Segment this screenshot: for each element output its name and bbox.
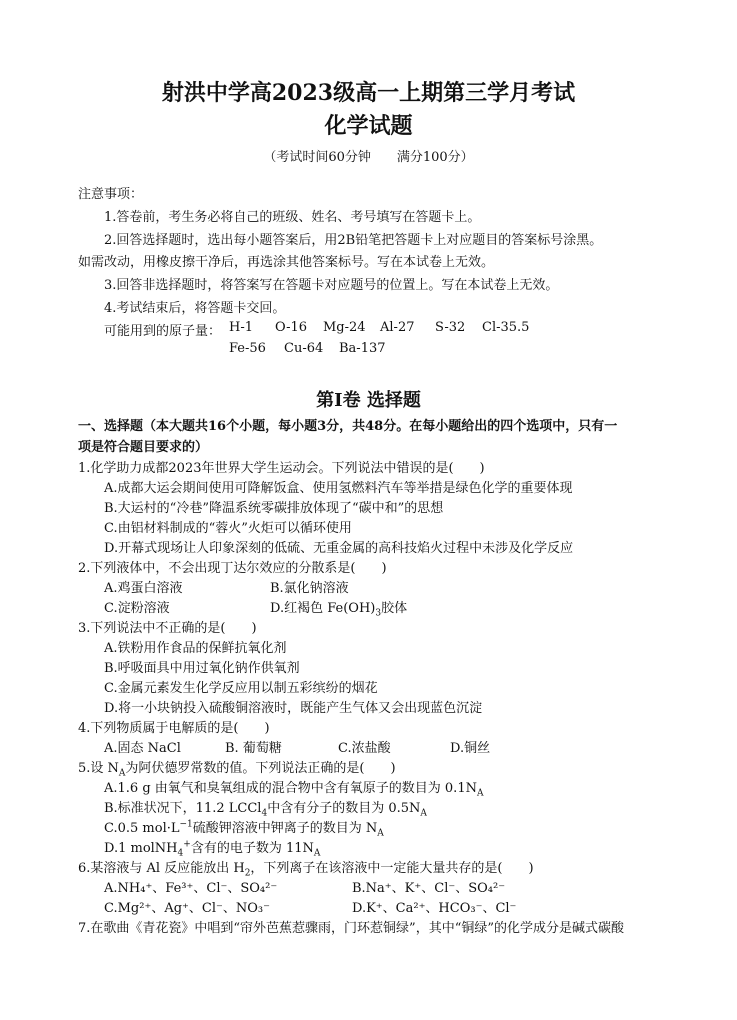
note-4: 4.考试结束后，将答题卡交回。 [104, 301, 286, 316]
exam-info: （考试时间60分钟 满分100分） [263, 150, 474, 165]
atom-h: H-1 [229, 320, 254, 335]
atom-mg: Mg-24 [323, 320, 366, 335]
q1-stem: 1.化学助力成都2023年世界大学生运动会。下列说法中错误的是( ) [78, 461, 485, 476]
q4-option-b: B. 葡萄糖 [225, 741, 282, 756]
q2-option-b: B.氯化钠溶液 [270, 581, 349, 596]
atoms-label: 可能用到的原子量： [104, 324, 222, 339]
note-3: 3.回答非选择题时，将答案写在答题卡对应题号的位置上。写在本试卷上无效。 [104, 278, 559, 293]
section-instructions-2: 项是符合题目要求的） [78, 440, 209, 455]
q7-stem: 7.在歌曲《青花瓷》中唱到“帘外芭蕉惹骤雨，门环惹铜绿”，其中“铜绿”的化学成分是碱式碳酸 [78, 921, 624, 936]
exam-title: 射洪中学高2023级高一上期第三学月考试 [161, 80, 576, 106]
q5-option-d: D.1 molNH$_4$+含有的电子数为 $11N_A$ [104, 839, 321, 859]
part1-heading: 第Ⅰ卷 选择题 [316, 390, 421, 411]
note-2a: 2.回答选择题时，选出每小题答案后，用2B铅笔把答题卡上对应题目的答案标号涂黑。 [104, 233, 603, 248]
section-instructions-1: 一、选择题（本大题共16个小题，每小题3分，共48分。在每小题给出的四个选项中，只有一 [78, 419, 618, 434]
q5-option-b: B.标准状况下，11.2 LCCl$_4$中含有分子的数目为 $0.5N_A$ [104, 801, 427, 819]
notes-heading: 注意事项： [78, 187, 144, 202]
q3-option-d: D.将一小块钠投入硫酸铜溶液时，既能产生气体又会出现蓝色沉淀 [104, 701, 483, 716]
q2-option-d: D.红褐色 $Fe(OH)_3$胶体 [270, 601, 408, 619]
q6-option-d: D.K⁺、Ca²⁺、HCO₃⁻、Cl⁻ [352, 901, 517, 916]
note-1: 1.答卷前，考生务必将自己的班级、姓名、考号填写在答题卡上。 [104, 210, 481, 225]
q5-option-a: A.1.6 g 由氧气和臭氧组成的混合物中含有氧原子的数目为 $0.1N_A$ [104, 781, 484, 799]
atom-o: O-16 [275, 320, 308, 335]
atom-fe: Fe-56 [229, 341, 266, 356]
q3-stem: 3.下列说法中不正确的是( ) [78, 621, 257, 636]
note-2b: 如需改动，用橡皮擦干净后，再选涂其他答案标号。写在本试卷上无效。 [78, 255, 495, 270]
atom-al: Al-27 [380, 320, 415, 335]
q3-option-b: B.呼吸面具中用过氧化钠作供氧剂 [104, 661, 300, 676]
q4-stem: 4.下列物质属于电解质的是( ) [78, 721, 270, 736]
q2-option-a: A.鸡蛋白溶液 [104, 581, 183, 596]
q4-option-a: A.固态 NaCl [104, 741, 181, 756]
q2-stem: 2.下列液体中，不会出现丁达尔效应的分散系是( ) [78, 561, 387, 576]
q1-option-d: D.开幕式现场让人印象深刻的低硫、无重金属的高科技焰火过程中未涉及化学反应 [104, 541, 574, 556]
q3-option-a: A.铁粉用作食品的保鲜抗氧化剂 [104, 641, 287, 656]
q1-option-c: C.由铝材料制成的“蓉火”火炬可以循环使用 [104, 521, 352, 536]
q1-option-b: B.大运村的“冷巷”降温系统零碳排放体现了“碳中和”的思想 [104, 501, 444, 516]
q6-stem: 6.某溶液与 Al 反应能放出 $H_2$，下列离子在该溶液中一定能大量共存的是( ) [78, 861, 534, 879]
atom-s: S-32 [435, 320, 466, 335]
q5-stem: 5.设 $N_A$为阿伏德罗常数的值。下列说法正确的是( ) [78, 761, 396, 779]
q6-option-b: B.Na⁺、K⁺、Cl⁻、SO₄²⁻ [352, 881, 506, 896]
q5-option-c: C.0.5 $mol\cdot L^{-1}$硫酸钾溶液中钾离子的数目为 $N_A$ [104, 819, 384, 839]
exam-subtitle: 化学试题 [324, 113, 413, 139]
q4-option-c: C.浓盐酸 [338, 741, 391, 756]
atom-cu: Cu-64 [284, 341, 324, 356]
q1-option-a: A.成都大运会期间使用可降解饭盒、使用氢燃料汽车等举措是绿色化学的重要体现 [104, 481, 573, 496]
atom-ba: Ba-137 [339, 341, 386, 356]
q6-option-a: A.NH₄⁺、Fe³⁺、Cl⁻、SO₄²⁻ [104, 881, 278, 896]
q2-option-c: C.淀粉溶液 [104, 601, 170, 616]
atom-cl: Cl-35.5 [482, 320, 530, 335]
q4-option-d: D.铜丝 [450, 741, 491, 756]
q6-option-c: C.Mg²⁺、Ag⁺、Cl⁻、NO₃⁻ [104, 901, 270, 916]
q3-option-c: C.金属元素发生化学反应用以制五彩缤纷的烟花 [104, 681, 378, 696]
